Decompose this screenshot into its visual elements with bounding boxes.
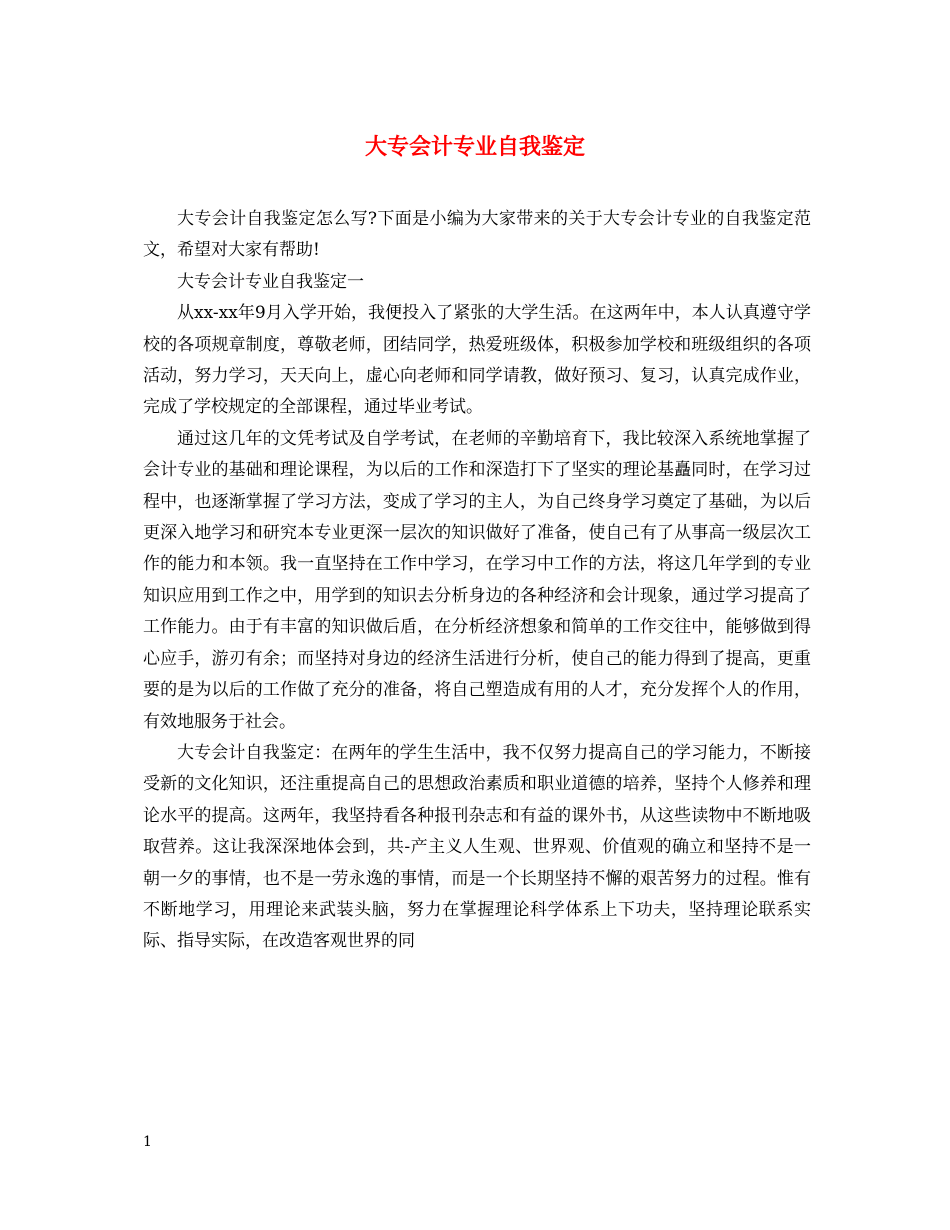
paragraph-self-assessment: 大专会计自我鉴定：在两年的学生生活中，我不仅努力提高自己的学习能力，不断接受新的文化知识，还注重提高自己的思想政治素质和职业道德的培养，坚持个人修养和理论水平的提高。这两年，我坚持看各种报刊杂志和有益的课外书，从这些读物中不断地吸取营养。这让我深深地体会到，共-产主义人生观、世界观、价值观的确立和坚持不是一朝一夕的事情，也不是一劳永逸的事情，而是一个长期坚持不懈的艰苦努力的过程。惟有不断地学习，用理论来武装头脑，努力在掌握理论科学体系上下功夫，坚持理论联系实际、指导实际，在改造客观世界的同 (143, 742, 811, 952)
paragraph-knowledge: 通过这几年的文凭考试及自学考试，在老师的辛勤培育下，我比较深入系统地掌握了会计专业的基础和理论课程，为以后的工作和深造打下了坚实的理论基矗同时，在学习过程中，也逐渐掌握了学习方法，变成了学习的主人，为自己终身学习奠定了基础，为以后更深入地学习和研究本专业更深一层次的知识做好了准备，使自己有了从事高一级层次工作的能力和本领。我一直坚持在工作中学习，在学习中工作的方法，将这几年学到的专业知识应用到工作之中，用学到的知识去分析身边的各种经济和会计现象，通过学习提高了工作能力。由于有丰富的知识做后盾，在分析经济想象和简单的工作交往中，能够做到得心应手，游刃有余；而坚持对身边的经济生活进行分析，使自己的能力得到了提高，更重要的是为以后的工作做了充分的准备，将自己塑造成有用的人才，充分发挥个人的作用，有效地服务于社会。 (143, 428, 811, 732)
paragraph-study: 从xx-xx年9月入学开始，我便投入了紧张的大学生活。在这两年中，本人认真遵守学校的各项规章制度，尊敬老师，团结同学，热爱班级体，积极参加学校和班级组织的各项活动，努力学习，天天向上，虚心向老师和同学请教，做好预习、复习，认真完成作业，完成了学校规定的全部课程，通过毕业考试。 (143, 303, 811, 418)
paragraph-intro: 大专会计自我鉴定怎么写?下面是小编为大家带来的关于大专会计专业的自我鉴定范文，希望对大家有帮助! (143, 209, 811, 261)
page-number: 1 (143, 1134, 152, 1150)
document-title: 大专会计专业自我鉴定 (364, 134, 585, 160)
paragraph-heading: 大专会计专业自我鉴定一 (177, 271, 364, 292)
document-body (143, 204, 811, 958)
